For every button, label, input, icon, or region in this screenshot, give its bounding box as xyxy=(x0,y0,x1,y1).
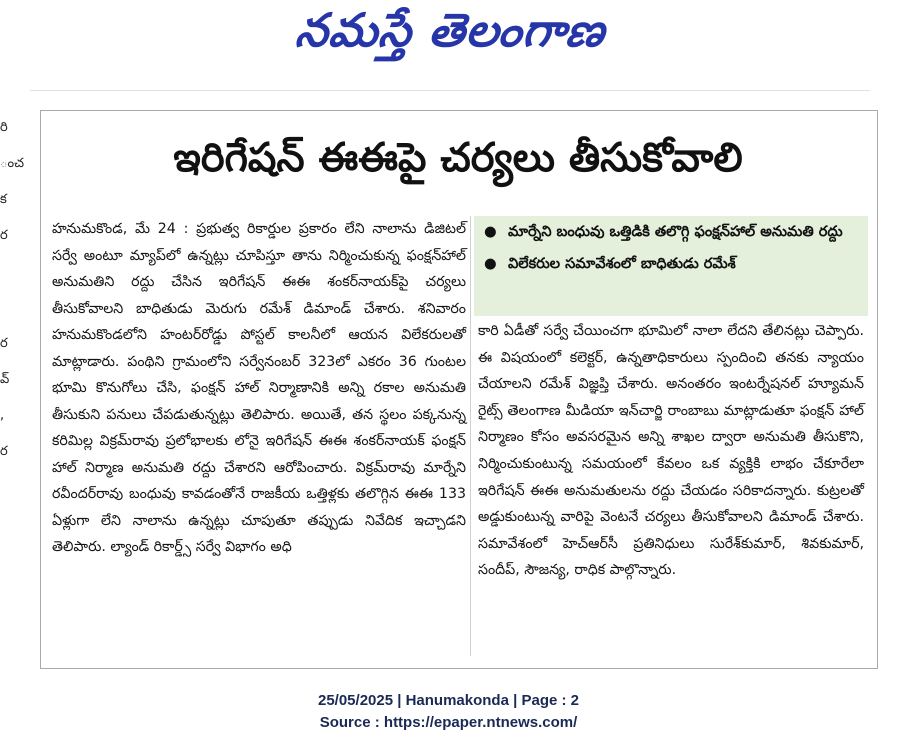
highlight-text: విలేకరుల సమావేశంలో బాధితుడు రమేశ్ xyxy=(508,256,736,272)
edge-fragment: ర xyxy=(0,228,8,243)
article-headline: ఇరిగేషన్ ఈఈపై చర్యలు తీసుకోవాలి xyxy=(173,135,743,181)
highlight-item xyxy=(474,216,868,248)
edge-fragment: ర xyxy=(0,444,8,459)
edge-fragment: ర xyxy=(0,336,8,351)
edge-fragment: , xyxy=(0,408,5,423)
edge-fragment: వ్ xyxy=(0,372,10,387)
footer-source-link[interactable]: Source : https://epaper.ntnews.com/ xyxy=(319,714,578,731)
edge-fragment: ంచ xyxy=(0,156,24,171)
highlights-box xyxy=(474,216,868,316)
bullet-icon: ● xyxy=(484,256,497,272)
edge-fragment: క xyxy=(0,192,7,207)
edge-fragment: రి xyxy=(0,120,8,135)
bullet-icon: ● xyxy=(484,224,497,240)
article-body-right-column: కారి ఏడీతో సర్వే చేయించగా భూమిలో నాలా లేదని తేలినట్లు చెప్పారు. ఈ విషయంలో కలెక్టర్, ఉన్నతాధికారులు స్పందించి తనకు న్యాయం చేయాలని రమేశ్ విజ్ఞప్తి చేశారు. అనంతరం ఇంటర్నేషనల్ హ్యూమన్ రైట్స్ తెలంగాణ మీడియా ఇన్‌చార్జి రాంబాబు మాట్లాడుతూ ఫంక్షన్ హాల్ నిర్మాణం కోసం అవసరమైన అన్ని శాఖల ద్వారా అనుమతి తీసుకొని, నిర్మించుకుంటున్న సమయంలో కేవలం ఒక వ్యక్తికి లాభం చేకూరేలా ఇరిగేషన్ ఈఈ అనుమతులను రద్దు చేయడం సరికాదన్నారు. కుట్రలతో అడ్డుకుంటున్న వారిపై వెంటనే చర్యలు తీసుకోవాలని డిమాండ్ చేశారు. సమావేశంలో హెచ్‌ఆర్‌సీ ప్రతినిధులు సురేశ్‌కుమార్, శివకుమార్, సందీప్, సౌజన్య, రాధిక పాల్గొన్నారు. xyxy=(478,323,864,579)
newspaper-masthead-logo: నమస్తే తెలంగాణ xyxy=(293,3,609,57)
highlight-item xyxy=(474,248,868,280)
article-body-left-column: హనుమకొండ, మే 24 : ప్రభుత్వ రికార్డుల ప్రకారం లేని నాలాను డిజిటల్ సర్వే అంటూ మ్యాప్‌లో ఉన్నట్లు చూపిస్తూ తాను నిర్మించుకున్న ఫంక్షన్‌హాల్ అనుమతిని రద్దు చేసిన ఇరిగేషన్ ఈఈ శంకర్‌నాయక్‌పై చర్యలు తీసుకోవాలని బాధితుడు మెరుగు రమేశ్ డిమాండ్ చేశారు. శనివారం హనుమకొండలోని హంటర్‌రోడ్డు పోస్టల్ కాలనీలో ఆయన విలేకరులతో మాట్లాడారు. పంథిని గ్రామంలోని సర్వేనంబర్ 323లో ఎకరం 36 గుంటల భూమి కొనుగోలు చేసి, ఫంక్షన్ హాల్ నిర్మాణానికి అన్ని రకాల అనుమతి తీసుకుని పనులు చేపడుతున్నట్లు తెలిపారు. అయితే, తన స్థలం పక్కనున్న కరిమిల్ల విక్రమ్‌రావు ప్రలోభాలకు లోనై ఇరిగేషన్ ఈఈ శంకర్‌నాయక్ ఫంక్షన్ హాల్ నిర్మాణ అనుమతి రద్దు చేశారని ఆరోపించారు. విక్రమ్‌రావు మార్నేని రవీందర్‌రావు బంధువు కావడంతోనే రాజకీయ ఒత్తిళ్లకు తలొగ్గిన ఈఈ 133 ఏళ్లుగా లేని నాలాను ఉన్నట్లు చూపుతూ తప్పుడు నివేదిక ఇచ్చాడని తెలిపారు. ల్యాండ్ రికార్డ్స్ సర్వే విభాగం అధి xyxy=(52,221,466,555)
footer-date-page: 25/05/2025 | Hanumakonda | Page : 2 xyxy=(317,692,579,709)
masthead-divider xyxy=(30,90,870,91)
highlight-text: మార్నేని బంధువు ఒత్తిడికి తలొగ్గి ఫంక్షన్‌హాల్ అనుమతి రద్దు xyxy=(508,224,843,240)
column-divider xyxy=(470,216,471,656)
adjacent-column-fragment xyxy=(0,110,24,470)
